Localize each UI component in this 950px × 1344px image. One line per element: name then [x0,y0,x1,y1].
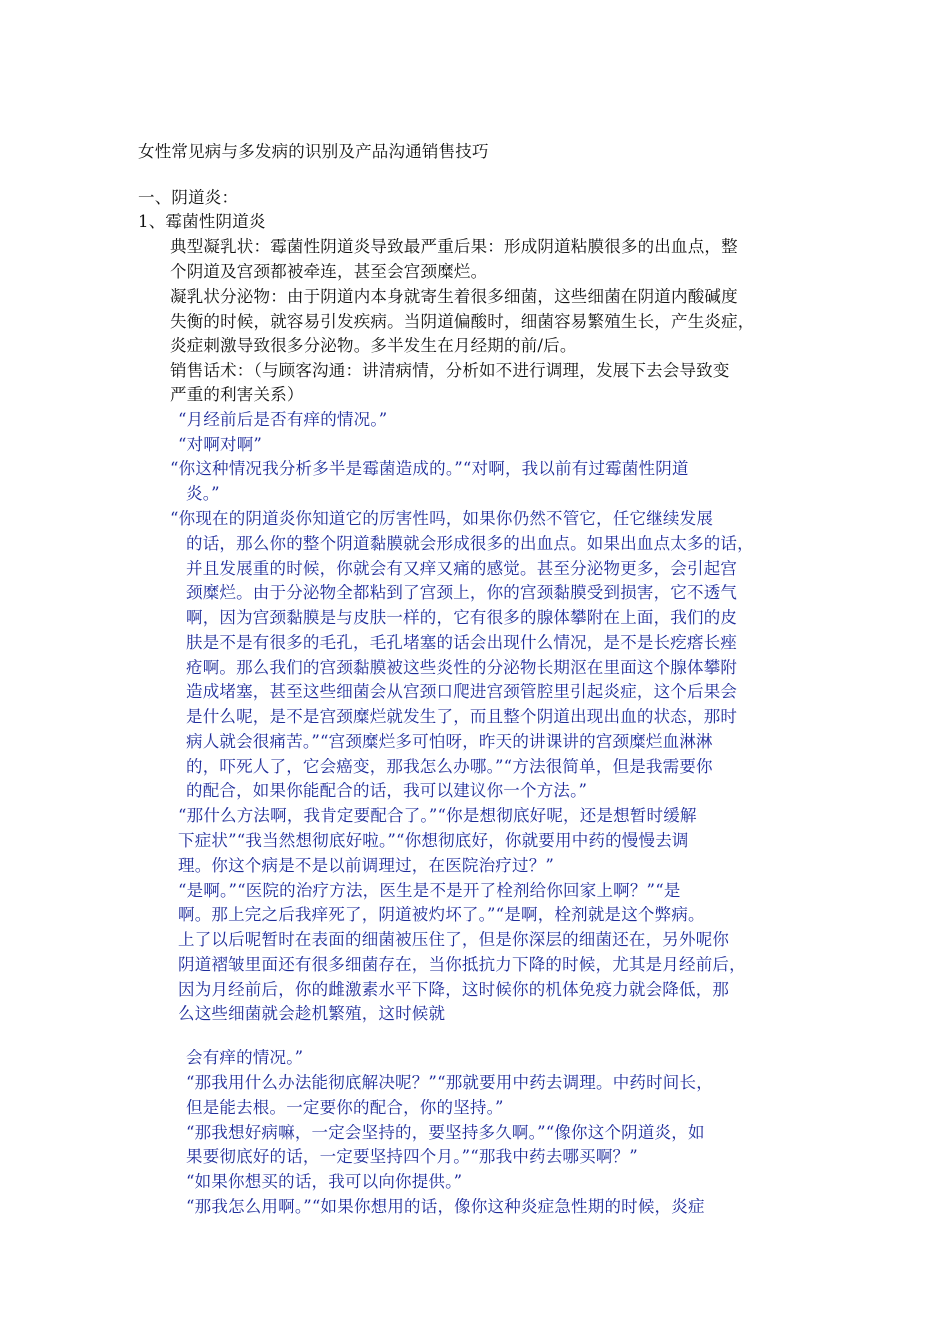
dialog-line: 是什么呢，是不是宫颈糜烂就发生了，而且整个阴道出现出血的状态，那时 [186,707,738,726]
body-line: 失衡的时候，就容易引发疾病。当阴道偏酸时，细菌容易繁殖生长，产生炎症， [170,312,755,331]
dialog-line: 的，吓死人了，它会癌变，那我怎么办哪。”“方法很简单，但是我需要你 [186,757,713,776]
body-line: 个阴道及宫颈都被牵连，甚至会宫颈糜烂。 [170,262,488,281]
dialog-line: 颈糜烂。由于分泌物全都粘到了宫颈上，你的宫颈黏膜受到损害，它不透气 [186,583,738,602]
dialog-line: “月经前后是否有痒的情况。” [178,410,388,429]
dialog-line: 阴道褶皱里面还有很多细菌存在，当你抵抗力下降的时候，尤其是月经前后， [178,955,746,974]
dialog-line: 下症状”“我当然想彻底好啦。”“你想彻底好，你就要用中药的慢慢去调 [178,831,689,850]
dialog-line: “那什么方法啊，我肯定要配合了。”“你是想彻底好呢，还是想暂时缓解 [178,806,697,825]
body-line: 严重的利害关系） [170,385,304,404]
doc-title: 女性常见病与多发病的识别及产品沟通销售技巧 [138,142,489,161]
dialog-line: “你现在的阴道炎你知道它的厉害性吗，如果你仍然不管它，任它继续发展 [170,509,714,528]
body-line: 凝乳状分泌物：由于阴道内本身就寄生着很多细菌，这些细菌在阴道内酸碱度 [170,287,738,306]
dialog-line: “那我想好病嘛，一定会坚持的，要坚持多久啊。”“像你这个阴道炎，如 [186,1123,705,1142]
dialog-line: 啊。那上完之后我痒死了，阴道被灼坏了。”“是啊，栓剂就是这个弊病。 [178,905,705,924]
dialog-line: 啊，因为宫颈黏膜是与皮肤一样的，它有很多的腺体攀附在上面，我们的皮 [186,608,738,627]
dialog-line: 肤是不是有很多的毛孔，毛孔堵塞的话会出现什么情况，是不是长疙瘩长痤 [186,633,738,652]
dialog-line: “那我怎么用啊。”“如果你想用的话，像你这种炎症急性期的时候，炎症 [186,1197,705,1216]
dialog-line: “那我用什么办法能彻底解决呢？”“那就要用中药去调理。中药时间长， [186,1073,713,1092]
body-line: 典型凝乳状：霉菌性阴道炎导致最严重后果：形成阴道粘膜很多的出血点，整 [170,237,738,256]
subsection-heading: 1、霉菌性阴道炎 [138,212,266,231]
dialog-line: “对啊对啊” [178,435,263,454]
dialog-line: 但是能去根。一定要你的配合，你的坚持。” [186,1098,504,1117]
dialog-line: 上了以后呢暂时在表面的细菌被压住了，但是你深层的细菌还在，另外呢你 [178,930,730,949]
dialog-line: 理。你这个病是不是以前调理过，在医院治疗过？” [178,856,555,875]
dialog-line: 么这些细菌就会趁机繁殖，这时候就 [178,1004,446,1023]
dialog-line: 会有痒的情况。” [186,1048,304,1067]
dialog-line: 的配合，如果你能配合的话，我可以建议你一个方法。” [186,781,588,800]
dialog-line: “你这种情况我分析多半是霉菌造成的。”“对啊，我以前有过霉菌性阴道 [170,459,689,478]
body-line: 销售话术：（与顾客沟通：讲清病情，分析如不进行调理，发展下去会导致变 [170,361,730,380]
dialog-line: 疮啊。那么我们的宫颈黏膜被这些炎性的分泌物长期沤在里面这个腺体攀附 [186,658,738,677]
dialog-line: “如果你想买的话，我可以向你提供。” [186,1172,463,1191]
dialog-line: 炎。” [186,484,220,503]
dialog-line: “是啊。”“医院的治疗方法，医生是不是开了栓剂给你回家上啊？”“是 [178,881,681,900]
dialog-line: 的话，那么你的整个阴道黏膜就会形成很多的出血点。如果出血点太多的话， [186,534,754,553]
body-line: 炎症刺激导致很多分泌物。多半发生在月经期的前/后。 [170,336,577,355]
dialog-line: 病人就会很痛苦。”“宫颈糜烂多可怕呀，昨天的讲课讲的宫颈糜烂血淋淋 [186,732,713,751]
dialog-line: 并且发展重的时候，你就会有又痒又痛的感觉。甚至分泌物更多，会引起宫 [186,559,738,578]
section-heading: 一、阴道炎： [138,188,239,207]
dialog-line: 果要彻底好的话，一定要坚持四个月。”“那我中药去哪买啊？” [186,1147,638,1166]
dialog-line: 因为月经前后，你的雌激素水平下降，这时候你的机体免疫力就会降低，那 [178,980,730,999]
dialog-line: 造成堵塞，甚至这些细菌会从宫颈口爬进宫颈管腔里引起炎症，这个后果会 [186,682,738,701]
